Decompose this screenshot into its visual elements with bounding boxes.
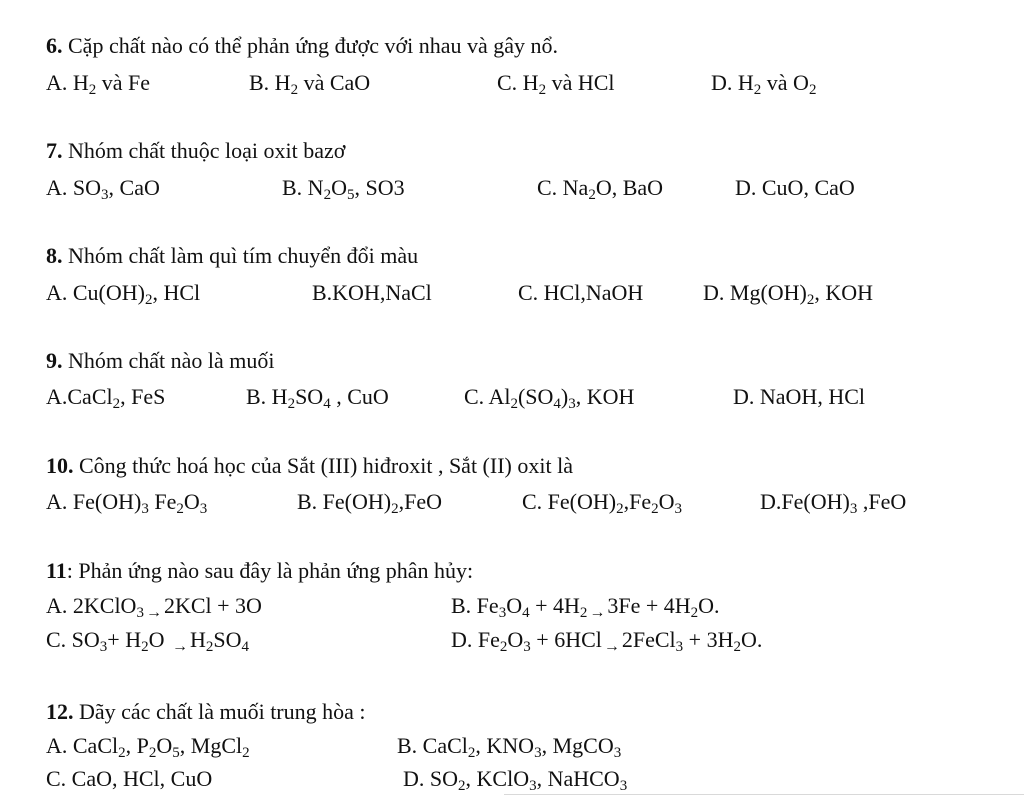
option-text: D. Fe [451,627,500,652]
option-text: ,FeO [857,489,907,514]
option-text: C. CaO, HCl, CuO [46,766,213,791]
subscript: 3 [613,745,622,761]
option-text: O [331,175,347,200]
option-text: (SO [517,384,554,409]
subscript: 2 [391,501,399,517]
subscript: 3 [101,187,109,203]
question-text: Nhóm chất thuộc loại oxit bazơ [62,138,346,163]
question-text: Nhóm chất làm quì tím chuyển đổi màu [62,243,419,268]
subscript: 2 [499,639,508,655]
question-text: Công thức hoá học của Sắt (III) hiđroxit , Sắt (II) oxit là [73,453,573,478]
option-text: SO [295,384,324,409]
q6-option-d [711,70,816,96]
subscript: 2 [651,501,659,517]
option-text: H [189,627,206,652]
option-text: , KNO [475,733,535,758]
subscript: 3 [619,778,628,794]
question-number: 7. [46,138,63,163]
q7-option-a [46,175,160,201]
option-text: A. Fe(OH) [46,489,142,514]
subscript: 2 [579,605,588,621]
reaction-arrow-icon: → [603,638,620,655]
option-text: A. SO [46,175,102,200]
subscript: 2 [690,605,699,621]
subscript: 3 [674,501,682,517]
option-text: và HCl [546,70,615,95]
option-text: , FeS [120,384,166,409]
option-text: D. SO [403,766,459,791]
option-text: ,FeO [398,489,442,514]
option-text: , KOH [814,280,874,305]
option-text: , NaHCO [536,766,620,791]
q12-option-d [403,766,627,792]
option-text: , MgCl [179,733,243,758]
option-text: D. CuO, CaO [735,175,855,200]
option-text: C. H [497,70,539,95]
q8-option-a [46,280,200,306]
subscript: 2 [287,396,296,412]
question-11-stem [46,558,473,584]
subscript: 3 [141,501,149,517]
option-text: , KOH [575,384,635,409]
question-number: 8. [46,243,63,268]
q10-option-b [297,489,442,515]
option-text: Fe [148,489,177,514]
q9-option-a [46,384,165,410]
reaction-arrow-icon: → [589,604,606,621]
option-text: , CuO [330,384,389,409]
subscript: 3 [568,396,576,412]
subscript: 3 [675,639,684,655]
option-text: , SO3 [354,175,405,200]
q11-option-b [451,593,720,626]
option-text: + 3H [683,627,734,652]
subscript: 2 [141,639,149,655]
subscript: 5 [346,187,355,203]
question-number: 12. [46,699,74,724]
option-text: D. NaOH, HCl [733,384,865,409]
option-text: A. 2KClO [46,593,137,618]
subscript: 2 [112,396,121,412]
question-number: 6. [46,33,63,58]
q8-option-d [703,280,873,306]
option-text: C. Na [537,175,589,200]
q11-option-d [451,627,762,660]
option-text: 3Fe + 4H [607,593,691,618]
question-7-stem [46,138,345,164]
subscript: 3 [534,745,542,761]
option-text: C. Al [464,384,511,409]
subscript: 2 [88,82,97,98]
q10-option-c [522,489,682,515]
option-text: A. Cu(OH) [46,280,145,305]
q7-option-b [282,175,405,201]
option-text: A.CaCl [46,384,113,409]
subscript: 2 [148,745,157,761]
q6-option-c [497,70,615,96]
subscript: 2 [118,745,126,761]
subscript: 3 [529,778,537,794]
subscript: 2 [458,778,466,794]
option-text: ) [560,384,569,409]
q7-option-c [537,175,663,201]
q6-option-b [249,70,370,96]
option-text: + 6HCl [530,627,602,652]
option-text: , P [125,733,149,758]
subscript: 2 [145,292,153,308]
q11-option-a [46,593,262,626]
option-text: O. [698,593,720,618]
option-text: B. H [249,70,291,95]
q12-option-a [46,733,250,759]
subscript: 2 [290,82,299,98]
q9-option-d [733,384,865,410]
question-number: 10. [46,453,74,478]
option-text: , KClO [465,766,530,791]
subscript: 3 [136,605,144,621]
subscript: 4 [323,396,331,412]
q7-option-d [735,175,855,201]
option-text: O [506,593,523,618]
q9-option-b [246,384,389,410]
subscript: 2 [467,745,476,761]
subscript: 3 [498,605,507,621]
q9-option-c [464,384,634,410]
option-text: B. CaCl [397,733,468,758]
question-text: Cặp chất nào có thể phản ứng được với nhau và gây nổ. [62,33,559,58]
subscript: 2 [323,187,332,203]
reaction-arrow-icon: → [145,604,162,621]
q8-option-b [312,280,432,306]
subscript: 2 [242,745,250,761]
q12-option-c [46,766,212,792]
subscript: 2 [205,639,214,655]
question-10-stem [46,453,573,479]
option-text: A. CaCl [46,733,119,758]
question-number: 11 [46,558,67,583]
subscript: 2 [538,82,547,98]
option-text: và Fe [96,70,151,95]
option-text: B. Fe [451,593,499,618]
option-text: D. Mg(OH) [703,280,807,305]
option-text: O [507,627,524,652]
q12-option-b [397,733,621,759]
option-text: D.Fe(OH) [760,489,850,514]
option-text: + 4H [529,593,580,618]
question-9-stem [46,348,275,374]
option-text: A. H [46,70,89,95]
option-text: 2KCl + 3O [163,593,262,618]
option-text: C. SO [46,627,100,652]
subscript: 4 [241,639,249,655]
option-text: O [156,733,173,758]
q11-option-c [46,627,249,660]
option-text: O. [740,627,763,652]
option-text: O [148,627,170,652]
reaction-arrow-icon: → [171,638,188,655]
option-text: C. Fe(OH) [522,489,617,514]
option-text: B. Fe(OH) [297,489,392,514]
question-6-stem [46,33,558,59]
question-number: 9. [46,348,63,373]
q8-option-c [518,280,643,306]
option-text: B. H [246,384,288,409]
option-text: và O [761,70,809,95]
subscript: 3 [523,639,531,655]
page-edge-divider [504,794,1024,795]
option-text: B.KOH,NaCl [312,280,432,305]
option-text: 2FeCl [621,627,676,652]
question-text: Nhóm chất nào là muối [62,348,275,373]
subscript: 2 [588,187,596,203]
option-text: O, BaO [595,175,664,200]
option-text: + H [107,627,142,652]
subscript: 3 [199,501,208,517]
option-text: O [658,489,675,514]
subscript: 2 [806,292,815,308]
option-text: SO [213,627,242,652]
question-text: Dãy các chất là muối trung hòa : [73,699,366,724]
q10-option-d [760,489,906,515]
option-text: và CaO [298,70,371,95]
option-text: , CaO [108,175,160,200]
question-text: : Phản ứng nào sau đây là phản ứng phân hủy: [66,558,474,583]
option-text: O [183,489,200,514]
subscript: 2 [616,501,624,517]
option-text: C. HCl,NaOH [518,280,644,305]
subscript: 2 [176,501,184,517]
option-text: , HCl [152,280,201,305]
question-8-stem [46,243,418,269]
question-12-stem [46,699,366,725]
subscript: 2 [510,396,518,412]
q6-option-a [46,70,150,96]
q10-option-a [46,489,207,515]
subscript: 4 [522,605,530,621]
subscript: 2 [808,82,817,98]
option-text: , MgCO [541,733,614,758]
subscript: 5 [172,745,180,761]
subscript: 3 [99,639,108,655]
subscript: 2 [753,82,762,98]
subscript: 2 [733,639,741,655]
option-text: D. H [711,70,754,95]
option-text: ,Fe [623,489,652,514]
option-text: B. N [282,175,324,200]
subscript: 3 [849,501,858,517]
subscript: 4 [553,396,561,412]
